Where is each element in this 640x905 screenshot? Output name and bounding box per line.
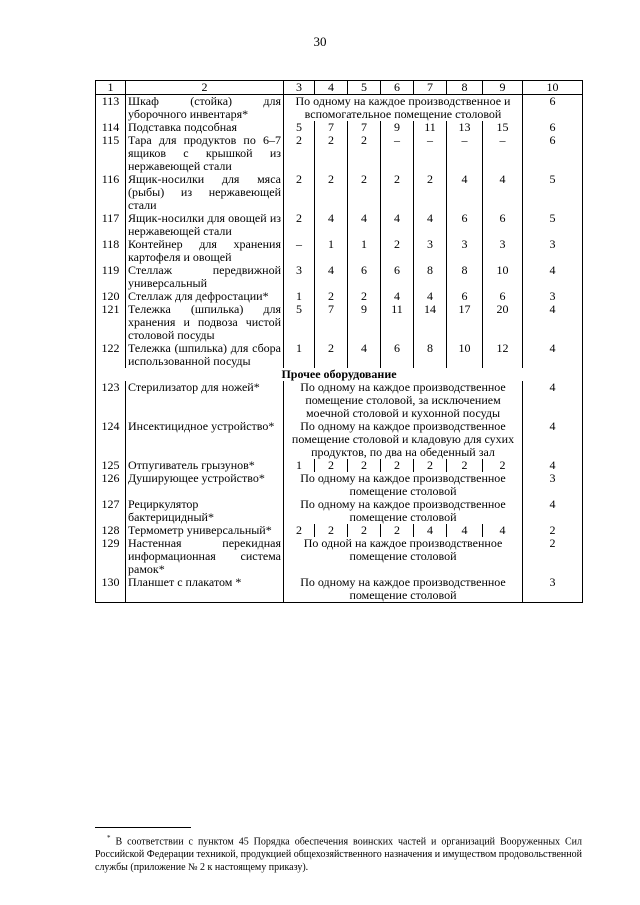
row-number: 125 bbox=[96, 459, 126, 472]
table-header-row bbox=[96, 81, 583, 95]
table-row bbox=[96, 212, 583, 238]
quantity-cell: 2 bbox=[447, 459, 483, 472]
quantity-cell: 15 bbox=[483, 121, 523, 134]
quantity-cell: 2 bbox=[348, 459, 381, 472]
quantity-note: По одному на каждое производственное помещение столовой bbox=[284, 498, 523, 524]
quantity-cell: – bbox=[483, 134, 523, 173]
quantity-cell: 2 bbox=[381, 173, 414, 212]
quantity-cell: 4 bbox=[414, 212, 447, 238]
quantity-cell: 4 bbox=[315, 212, 348, 238]
quantity-cell: 2 bbox=[315, 173, 348, 212]
item-name: Душирующее устройство* bbox=[126, 472, 284, 498]
item-name: Контейнер для хранения картофеля и овощей bbox=[126, 238, 284, 264]
column-header: 5 bbox=[348, 81, 381, 95]
quantity-cell: 3 bbox=[447, 238, 483, 264]
quantity-cell: 2 bbox=[284, 134, 315, 173]
column-header: 10 bbox=[523, 81, 583, 95]
quantity-cell: 4 bbox=[414, 290, 447, 303]
quantity-cell: 9 bbox=[348, 303, 381, 342]
quantity-cell: 1 bbox=[348, 238, 381, 264]
quantity-cell: 2 bbox=[315, 459, 348, 472]
quantity-cell: 4 bbox=[315, 264, 348, 290]
quantity-cell: 5 bbox=[284, 303, 315, 342]
item-name: Тележка (шпилька) для сбора использованной посуды bbox=[126, 342, 284, 368]
column-header: 1 bbox=[96, 81, 126, 95]
service-life-cell: 5 bbox=[523, 173, 583, 212]
section-heading: Прочее оборудование bbox=[96, 368, 583, 381]
quantity-cell: 4 bbox=[483, 173, 523, 212]
item-name: Стеллаж для дефростации* bbox=[126, 290, 284, 303]
quantity-cell: 2 bbox=[315, 134, 348, 173]
item-name: Инсектицидное устройство* bbox=[126, 420, 284, 459]
row-number: 129 bbox=[96, 537, 126, 576]
column-header: 3 bbox=[284, 81, 315, 95]
service-life-cell: 5 bbox=[523, 212, 583, 238]
quantity-cell: 7 bbox=[315, 121, 348, 134]
quantity-cell: – bbox=[381, 134, 414, 173]
quantity-cell: 5 bbox=[284, 121, 315, 134]
table-row bbox=[96, 537, 583, 576]
item-name: Подставка подсобная bbox=[126, 121, 284, 134]
row-number: 119 bbox=[96, 264, 126, 290]
quantity-cell: 7 bbox=[348, 121, 381, 134]
service-life-cell: 6 bbox=[523, 121, 583, 134]
quantity-note: По одному на каждое производственное помещение столовой bbox=[284, 576, 523, 603]
quantity-cell: 6 bbox=[447, 212, 483, 238]
quantity-cell: 1 bbox=[284, 290, 315, 303]
service-life-cell: 3 bbox=[523, 238, 583, 264]
table-row bbox=[96, 95, 583, 122]
table-body bbox=[96, 95, 583, 603]
row-number: 117 bbox=[96, 212, 126, 238]
service-life-cell: 6 bbox=[523, 134, 583, 173]
quantity-cell: 1 bbox=[315, 238, 348, 264]
quantity-cell: 2 bbox=[284, 212, 315, 238]
quantity-cell: 6 bbox=[447, 290, 483, 303]
row-number: 122 bbox=[96, 342, 126, 368]
item-name: Термометр универсальный* bbox=[126, 524, 284, 537]
row-number: 126 bbox=[96, 472, 126, 498]
item-name: Тележка (шпилька) для хранения и подвоза чистой столовой посуды bbox=[126, 303, 284, 342]
column-header: 4 bbox=[315, 81, 348, 95]
quantity-cell: 2 bbox=[284, 173, 315, 212]
quantity-cell: – bbox=[447, 134, 483, 173]
quantity-cell: 4 bbox=[414, 524, 447, 537]
row-number: 130 bbox=[96, 576, 126, 603]
row-number: 120 bbox=[96, 290, 126, 303]
quantity-cell: 10 bbox=[483, 264, 523, 290]
service-life-cell: 4 bbox=[523, 498, 583, 524]
quantity-note: По одному на каждое производственное помещение столовой, за исключением моечной столовой и кухонной посуды bbox=[284, 381, 523, 420]
quantity-cell: 2 bbox=[348, 173, 381, 212]
quantity-cell: 4 bbox=[348, 212, 381, 238]
service-life-cell: 3 bbox=[523, 576, 583, 603]
quantity-cell: 2 bbox=[315, 342, 348, 368]
row-number: 116 bbox=[96, 173, 126, 212]
quantity-cell: 2 bbox=[483, 459, 523, 472]
quantity-cell: 6 bbox=[483, 290, 523, 303]
quantity-cell: 2 bbox=[381, 524, 414, 537]
quantity-cell: 3 bbox=[483, 238, 523, 264]
service-life-cell: 2 bbox=[523, 537, 583, 576]
table-row bbox=[96, 381, 583, 420]
table-row bbox=[96, 238, 583, 264]
service-life-cell: 4 bbox=[523, 420, 583, 459]
quantity-cell: 8 bbox=[414, 342, 447, 368]
service-life-cell: 6 bbox=[523, 95, 583, 122]
item-name: Настенная перекидная информационная система рамок* bbox=[126, 537, 284, 576]
service-life-cell: 4 bbox=[523, 381, 583, 420]
row-number: 114 bbox=[96, 121, 126, 134]
page-number: 30 bbox=[313, 34, 327, 49]
column-header: 7 bbox=[414, 81, 447, 95]
table-row bbox=[96, 576, 583, 603]
quantity-cell: 8 bbox=[414, 264, 447, 290]
table-row bbox=[96, 498, 583, 524]
quantity-cell: 2 bbox=[348, 524, 381, 537]
quantity-cell: 2 bbox=[348, 290, 381, 303]
quantity-cell: 4 bbox=[381, 290, 414, 303]
footnote-text: В соответствии с пунктом 45 Порядка обеспечения воинских частей и организаций Вооруженных Сил Российской Федерации техникой, продукцией общехозяйственного назначения и имуществом продовольственной службы (приложение № 2 к настоящему приказу). bbox=[95, 836, 583, 874]
quantity-note: По одному на каждое производственное и вспомогательное помещение столовой bbox=[284, 95, 523, 122]
quantity-cell: 6 bbox=[348, 264, 381, 290]
quantity-cell: – bbox=[414, 134, 447, 173]
service-life-cell: 2 bbox=[523, 524, 583, 537]
quantity-cell: 1 bbox=[284, 459, 315, 472]
quantity-cell: 11 bbox=[381, 303, 414, 342]
quantity-cell: 9 bbox=[381, 121, 414, 134]
quantity-cell: 12 bbox=[483, 342, 523, 368]
item-name: Шкаф (стойка) для уборочного инвентаря* bbox=[126, 95, 284, 122]
service-life-cell: 4 bbox=[523, 342, 583, 368]
quantity-cell: 7 bbox=[315, 303, 348, 342]
quantity-note: По одной на каждое производственное помещение столовой bbox=[284, 537, 523, 576]
quantity-cell: 2 bbox=[284, 524, 315, 537]
quantity-cell: 6 bbox=[381, 342, 414, 368]
quantity-cell: 6 bbox=[483, 212, 523, 238]
quantity-cell: 6 bbox=[381, 264, 414, 290]
item-name: Ящик-носилки для мяса (рыбы) из нержавеющей стали bbox=[126, 173, 284, 212]
quantity-cell: 2 bbox=[414, 173, 447, 212]
row-number: 128 bbox=[96, 524, 126, 537]
quantity-cell: 1 bbox=[284, 342, 315, 368]
quantity-cell: 2 bbox=[414, 459, 447, 472]
quantity-cell: 17 bbox=[447, 303, 483, 342]
quantity-cell: 3 bbox=[414, 238, 447, 264]
table-row bbox=[96, 134, 583, 173]
item-name: Отпугиватель грызунов* bbox=[126, 459, 284, 472]
column-header: 8 bbox=[447, 81, 483, 95]
footnote-mark: * bbox=[107, 834, 111, 842]
table-row bbox=[96, 264, 583, 290]
table-row bbox=[96, 420, 583, 459]
quantity-cell: 13 bbox=[447, 121, 483, 134]
quantity-cell: 2 bbox=[315, 524, 348, 537]
footnote bbox=[95, 832, 582, 874]
quantity-cell: 4 bbox=[381, 212, 414, 238]
quantity-cell: 2 bbox=[381, 459, 414, 472]
equipment-table bbox=[95, 80, 583, 603]
row-number: 115 bbox=[96, 134, 126, 173]
quantity-cell: 4 bbox=[483, 524, 523, 537]
quantity-cell: 2 bbox=[348, 134, 381, 173]
item-name: Рециркулятор бактерицидный* bbox=[126, 498, 284, 524]
quantity-note: По одному на каждое производственное помещение столовой и кладовую для сухих продуктов, по два на обеденный зал bbox=[284, 420, 523, 459]
quantity-cell: 4 bbox=[447, 524, 483, 537]
item-name: Планшет с плакатом * bbox=[126, 576, 284, 603]
item-name: Тара для продуктов по 6–7 ящиков с крышкой из нержавеющей стали bbox=[126, 134, 284, 173]
quantity-cell: 11 bbox=[414, 121, 447, 134]
row-number: 124 bbox=[96, 420, 126, 459]
quantity-cell: 2 bbox=[381, 238, 414, 264]
service-life-cell: 3 bbox=[523, 472, 583, 498]
table-row bbox=[96, 472, 583, 498]
service-life-cell: 4 bbox=[523, 303, 583, 342]
quantity-cell: – bbox=[284, 238, 315, 264]
item-name: Ящик-носилки для овощей из нержавеющей стали bbox=[126, 212, 284, 238]
row-number: 118 bbox=[96, 238, 126, 264]
service-life-cell: 4 bbox=[523, 264, 583, 290]
quantity-cell: 8 bbox=[447, 264, 483, 290]
row-number: 113 bbox=[96, 95, 126, 122]
table-row bbox=[96, 173, 583, 212]
column-header: 9 bbox=[483, 81, 523, 95]
service-life-cell: 4 bbox=[523, 459, 583, 472]
quantity-cell: 3 bbox=[284, 264, 315, 290]
quantity-cell: 14 bbox=[414, 303, 447, 342]
row-number: 127 bbox=[96, 498, 126, 524]
column-header: 2 bbox=[126, 81, 284, 95]
quantity-cell: 10 bbox=[447, 342, 483, 368]
quantity-cell: 20 bbox=[483, 303, 523, 342]
row-number: 121 bbox=[96, 303, 126, 342]
footnote-divider bbox=[95, 827, 191, 828]
table-row bbox=[96, 303, 583, 342]
column-header: 6 bbox=[381, 81, 414, 95]
quantity-note: По одному на каждое производственное помещение столовой bbox=[284, 472, 523, 498]
quantity-cell: 4 bbox=[348, 342, 381, 368]
quantity-cell: 2 bbox=[315, 290, 348, 303]
table-row bbox=[96, 342, 583, 368]
item-name: Стерилизатор для ножей* bbox=[126, 381, 284, 420]
item-name: Стеллаж передвижной универсальный bbox=[126, 264, 284, 290]
quantity-cell: 4 bbox=[447, 173, 483, 212]
service-life-cell: 3 bbox=[523, 290, 583, 303]
row-number: 123 bbox=[96, 381, 126, 420]
